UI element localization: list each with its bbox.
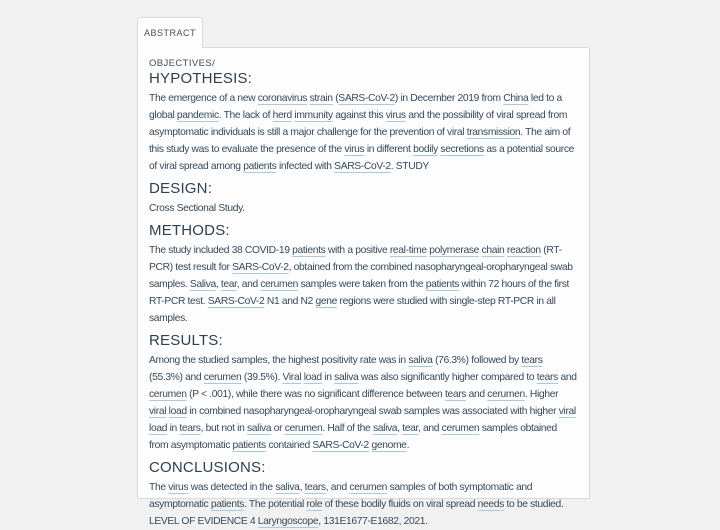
section-conclusions	[149, 459, 577, 530]
text-segment: , 131E1677-E1682, 2021.	[318, 516, 428, 527]
abstract-paragraph-methods	[149, 242, 577, 327]
text-segment: , and	[418, 423, 442, 434]
text-segment: .	[406, 440, 410, 451]
linked-term[interactable]: tears	[304, 482, 326, 493]
text-segment: in	[321, 372, 335, 383]
linked-term[interactable]: cerumen	[487, 389, 525, 400]
text-segment: samples were taken from the	[297, 279, 426, 290]
text-segment: . STUDY	[390, 161, 429, 172]
text-segment: (RT-PCR) test result for	[149, 245, 562, 273]
text-segment: with a positive	[325, 245, 390, 256]
linked-term[interactable]: cerumen	[260, 279, 298, 290]
linked-term[interactable]: tears	[536, 372, 558, 383]
abstract-paragraph-design	[149, 200, 577, 217]
tab-abstract[interactable]	[137, 17, 203, 48]
linked-term[interactable]: tears	[179, 423, 201, 434]
section-heading-hypothesis: HYPOTHESIS:	[149, 70, 253, 87]
linked-term[interactable]: patients	[292, 245, 326, 256]
linked-term[interactable]: SARS-CoV-2	[232, 262, 289, 273]
abstract-paragraph-hypothesis	[149, 90, 577, 175]
section-results	[149, 332, 577, 454]
linked-term[interactable]: secretions	[440, 144, 484, 155]
linked-term[interactable]: strain	[309, 93, 333, 104]
text-segment: (	[332, 93, 339, 104]
linked-term[interactable]: China	[503, 93, 529, 104]
linked-term[interactable]: cerumen	[149, 389, 187, 400]
linked-term[interactable]: tear	[402, 423, 418, 434]
linked-term[interactable]: load	[149, 423, 168, 434]
text-segment: was detected in the	[188, 482, 276, 493]
linked-term[interactable]: real-time	[389, 245, 427, 256]
section-heading-results: RESULTS:	[149, 332, 223, 349]
text-segment: . Higher	[524, 389, 559, 400]
linked-term[interactable]: SARS-CoV-2	[312, 440, 369, 451]
linked-term[interactable]: SARS-CoV-2	[207, 296, 265, 307]
linked-term[interactable]: load	[303, 372, 322, 383]
text-segment: infected with	[276, 161, 335, 172]
text-segment: within 72 hours of the first RT-PCR test.	[149, 279, 570, 307]
linked-term[interactable]: viral	[558, 406, 576, 417]
text-segment: ,	[397, 423, 403, 434]
section-design	[149, 180, 577, 217]
linked-term[interactable]: saliva	[372, 423, 398, 434]
linked-term[interactable]: saliva	[408, 355, 433, 366]
linked-term[interactable]: reaction	[506, 245, 541, 256]
linked-term[interactable]: virus	[168, 482, 189, 493]
text-segment: of these bodily fluids on viral spread	[322, 499, 478, 510]
text-segment: or	[271, 423, 285, 434]
linked-term[interactable]: patients	[232, 440, 266, 451]
text-segment: was also significantly higher compared to	[358, 372, 537, 383]
linked-term[interactable]: patients	[425, 279, 460, 290]
linked-term[interactable]: chain	[481, 245, 505, 256]
text-segment: as a potential source of viral spread among	[149, 144, 575, 172]
section-heading-design: DESIGN:	[149, 180, 213, 197]
text-segment: in different	[364, 144, 414, 155]
text-segment: samples of both symptomatic and asymptomatic	[149, 482, 533, 510]
section-objectives-hypothesis	[149, 58, 577, 175]
text-segment: , obtained from the combined nasopharyngeal-oropharyngeal swab samples.	[149, 262, 573, 290]
linked-term[interactable]: SARS-CoV-2	[338, 93, 395, 104]
section-heading-methods: METHODS:	[149, 222, 230, 239]
linked-term[interactable]: virus	[385, 110, 406, 121]
text-segment: (P < .001), while there was no significant difference between	[186, 389, 445, 400]
linked-term[interactable]: patients	[210, 499, 245, 510]
text-segment: in	[167, 423, 180, 434]
text-segment: Cross Sectional Study.	[149, 203, 245, 214]
text-segment: . The potential	[244, 499, 307, 510]
linked-term[interactable]: virus	[344, 144, 365, 155]
text-segment: contained	[265, 440, 313, 451]
abstract-panel	[137, 47, 590, 527]
text-segment: (39.5%).	[241, 372, 283, 383]
text-segment: samples obtained from asymptomatic	[149, 423, 557, 451]
text-segment: . The aim of this study was to evaluate the presence of the	[149, 127, 571, 155]
text-segment: and	[466, 389, 488, 400]
text-segment: led to a global	[149, 93, 562, 121]
text-segment: , but not in	[200, 423, 247, 434]
text-segment: and the possibility of viral spread from asymptomatic individuals is still a major challenge for the prevention of viral	[149, 110, 568, 138]
linked-term[interactable]: cerumen	[349, 482, 388, 493]
linked-term[interactable]: role	[306, 499, 323, 510]
text-segment: , and	[236, 279, 261, 290]
text-segment: (76.3%) followed by	[432, 355, 522, 366]
linked-term[interactable]: needs	[477, 499, 504, 510]
linked-term[interactable]: tear	[220, 279, 237, 290]
linked-term[interactable]: SARS-CoV-2	[334, 161, 391, 172]
linked-term[interactable]: genome	[371, 440, 407, 451]
text-segment: (55.3%) and	[149, 372, 204, 383]
linked-term[interactable]: Viral	[282, 372, 302, 383]
text-segment: . Half of the	[322, 423, 373, 434]
linked-term[interactable]: bodily	[413, 144, 438, 155]
linked-term[interactable]: cerumen	[203, 372, 242, 383]
linked-term[interactable]: saliva	[275, 482, 300, 493]
linked-term[interactable]: load	[168, 406, 187, 417]
linked-term[interactable]: immunity	[294, 110, 333, 121]
text-segment: ) in December 2019 from	[394, 93, 504, 104]
linked-term[interactable]: Saliva	[189, 279, 216, 290]
text-segment: , and	[325, 482, 350, 493]
linked-term[interactable]: tears	[521, 355, 543, 366]
linked-term[interactable]: herd	[272, 110, 292, 121]
abstract-paragraph-results	[149, 352, 577, 454]
linked-term[interactable]: saliva	[246, 423, 272, 434]
text-segment: The study included 38 COVID-19	[149, 245, 293, 256]
text-segment: and	[557, 372, 577, 383]
linked-term[interactable]: tears	[444, 389, 467, 400]
section-methods	[149, 222, 577, 327]
text-segment: regions were studied with single-step RT-PCR in all samples.	[149, 296, 556, 324]
text-segment: The	[149, 482, 169, 493]
linked-term[interactable]: patients	[243, 161, 277, 172]
abstract-paragraph-conclusions	[149, 479, 577, 530]
section-heading-conclusions: CONCLUSIONS:	[149, 459, 266, 476]
linked-term[interactable]: polymerase	[429, 245, 479, 256]
text-segment: . The lack of	[218, 110, 273, 121]
text-segment: Among the studied samples, the highest positivity rate was in	[149, 355, 409, 366]
linked-term[interactable]: Laryngoscope	[257, 516, 319, 527]
linked-term[interactable]: pandemic	[176, 110, 219, 121]
linked-term[interactable]: transmission	[466, 127, 521, 138]
linked-term[interactable]: gene	[315, 296, 337, 307]
linked-term[interactable]: saliva	[334, 372, 359, 383]
text-segment: The emergence of a new	[149, 93, 258, 104]
linked-term[interactable]: cerumen	[284, 423, 323, 434]
section-kicker: OBJECTIVES/	[149, 58, 216, 69]
text-segment: N1 and N2	[264, 296, 316, 307]
tab-abstract-label: ABSTRACT	[143, 28, 196, 38]
text-segment: against this	[332, 110, 386, 121]
text-segment: ,	[299, 482, 305, 493]
linked-term[interactable]: viral	[149, 406, 167, 417]
text-segment: in combined nasopharyngeal-oropharyngeal swab samples was associated with higher	[186, 406, 559, 417]
text-segment: ,	[215, 279, 221, 290]
text-segment: to be studied. LEVEL OF EVIDENCE 4	[149, 499, 564, 527]
linked-term[interactable]: cerumen	[441, 423, 480, 434]
linked-term[interactable]: coronavirus	[257, 93, 308, 104]
